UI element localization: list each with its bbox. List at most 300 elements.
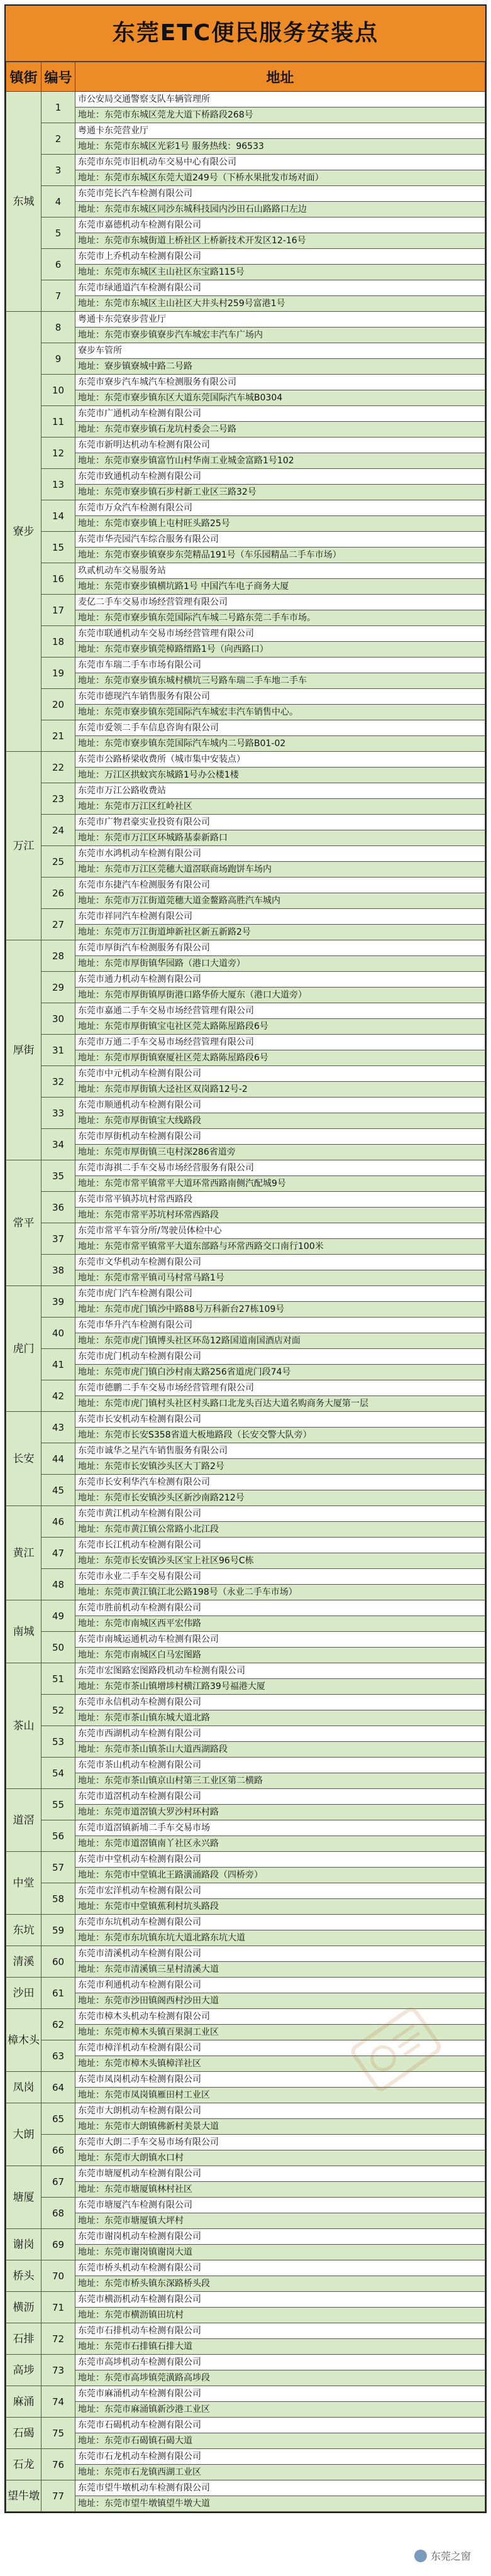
address-cell: 地址：东莞市大朗镇佛新村美景大道 [75,2119,485,2135]
address-cell: 东莞市海祺二手车交易市场经营服务有限公司 [75,1160,485,1176]
table-row [6,1632,485,1648]
table-row [6,1192,485,1208]
table-row [6,1129,485,1145]
table-row [6,830,485,846]
table-header-row [6,62,485,92]
table-row [6,2276,485,2292]
table-row [6,1475,485,1490]
number-cell: 16 [41,563,75,595]
table-row [6,375,485,390]
number-cell: 56 [41,1820,75,1852]
address-cell: 地址：东莞市中堂镇北王路潢涌路段（四桥旁） [75,1868,485,1883]
address-cell: 东莞市虎门汽车检测有限公司 [75,1286,485,1302]
brand-logo [408,2546,477,2565]
address-cell: 东莞市麻涌机动车检测有限公司 [75,2386,485,2402]
number-cell: 17 [41,595,75,626]
table-row [6,296,485,312]
table-row [6,438,485,453]
town-cell: 大朗 [6,2103,41,2166]
address-cell: 地址：东莞市厚街镇大迳社区双岗路12号-2 [75,1082,485,1098]
address-cell: 地址：东莞市寮步镇富竹山村华南工业城金富路1号102 [75,453,485,469]
table-row [6,453,485,469]
table-row [6,516,485,532]
table-row [6,2198,485,2213]
address-cell: 地址：东莞市东城区东莞大道249号（下桥水果批发市场对面） [75,170,485,186]
table-row [6,2150,485,2166]
table-row [6,893,485,909]
table-row [6,1679,485,1695]
table-row [6,1380,485,1396]
address-cell: 地址：东莞市寮步镇寮步东莞精品191号（车乐园精品二手车市场） [75,548,485,563]
number-cell: 73 [41,2355,75,2386]
number-cell: 47 [41,1538,75,1569]
table-row [6,280,485,296]
number-cell: 1 [41,92,75,123]
table-row [6,2166,485,2182]
table-row [6,705,485,720]
table-row [6,1412,485,1428]
table-row [6,548,485,563]
address-cell: 东莞市南城运通机动车检测有限公司 [75,1632,485,1648]
table-row [6,1019,485,1035]
address-cell: 地址：东莞市茶山镇增埗村横江路39号福港大厦 [75,1679,485,1695]
table-row [6,642,485,658]
table-row [6,1270,485,1286]
address-cell: 地址：东莞市寮步镇莞樟路缙路1号（向西路口） [75,642,485,658]
address-cell: 东莞市广通机动车检测有限公司 [75,406,485,422]
address-cell: 东莞市通力机动车检测有限公司 [75,972,485,988]
table-row [6,1820,485,1836]
number-cell: 32 [41,1066,75,1098]
town-cell: 东坑 [6,1915,41,1946]
address-cell: 东莞市水鸿机动车检测有限公司 [75,846,485,862]
table-row [6,139,485,155]
table-row [6,689,485,705]
number-cell: 38 [41,1255,75,1286]
table-row [6,579,485,595]
table-row [6,2386,485,2402]
address-cell: 地址：东莞市望牛墩镇望牛墩大道 [75,2496,485,2512]
number-cell: 67 [41,2166,75,2198]
town-cell: 中堂 [6,1852,41,1915]
address-cell: 地址：东莞市寮步镇上屯村旺头路25号 [75,516,485,532]
table-row [6,1695,485,1710]
table-row [6,815,485,830]
town-cell: 塘厦 [6,2166,41,2229]
table-row [6,406,485,422]
table-row [6,1663,485,1679]
table-row [6,1050,485,1066]
address-cell: 东莞市中元机动车检测有限公司 [75,1066,485,1082]
address-cell: 地址：东莞市万江街道坤新社区新五新路2号 [75,925,485,940]
address-cell: 地址：东莞市寮步镇东莞国际汽车城二号路东莞二手车市场。 [75,610,485,626]
table-row [6,1176,485,1192]
address-cell: 东莞市道滘镇新埔二手车交易市场 [75,1820,485,1836]
table-row [6,768,485,783]
number-cell: 68 [41,2198,75,2229]
address-cell: 东莞市塘厦机动车检测有限公司 [75,2166,485,2182]
town-cell: 凤岗 [6,2072,41,2103]
number-cell: 18 [41,626,75,658]
table-row [6,846,485,862]
address-cell: 地址：东莞市中堂镇蕉利村坑头路段 [75,1899,485,1915]
table-row [6,1899,485,1915]
table-row [6,485,485,500]
table-row [6,595,485,610]
table-row [6,1302,485,1318]
table-row [6,328,485,343]
header-number: 编号 [41,62,75,92]
table-row [6,422,485,438]
address-cell: 地址：东莞市东坑镇东坑大道北路东坑大道 [75,1930,485,1946]
address-cell: 东莞市塘厦汽车检测有限公司 [75,2198,485,2213]
address-cell: 东莞市中堂机动车检测有限公司 [75,1852,485,1868]
number-cell: 21 [41,720,75,752]
address-cell: 东莞市联通机动车交易市场经营管理有限公司 [75,626,485,642]
number-cell: 27 [41,909,75,940]
number-cell: 61 [41,1978,75,2009]
table-row [6,972,485,988]
table-row [6,1883,485,1899]
address-cell: 东莞市利通机动车检测有限公司 [75,1978,485,1993]
table-row [6,1239,485,1255]
address-cell: 地址：东莞市寮步镇石龙坑村委会二号路 [75,422,485,438]
number-cell: 52 [41,1695,75,1726]
table-row [6,170,485,186]
table-row [6,1145,485,1160]
address-cell: 地址：东莞市厚街镇厚街港口路华侨大厦东（港口大道旁） [75,988,485,1003]
table-row [6,500,485,516]
address-cell: 东莞市德现汽车销售服务有限公司 [75,689,485,705]
address-cell: 地址：东莞市长安S358省道大板地路段（长安交警大队旁） [75,1428,485,1443]
address-cell: 东莞市宏洋机动车检测有限公司 [75,1883,485,1899]
number-cell: 4 [41,186,75,217]
table-row [6,878,485,893]
number-cell: 69 [41,2229,75,2260]
table-row [6,2088,485,2103]
address-cell: 地址：东莞市常平苏坑村环常西路段 [75,1208,485,1223]
number-cell: 65 [41,2103,75,2135]
number-cell: 24 [41,815,75,846]
address-cell: 地址：东莞市东城区主山社区东宝路115号 [75,265,485,280]
address-cell: 东莞市樟木头机动车检测有限公司 [75,2009,485,2025]
header-town: 镇街 [6,62,41,92]
address-cell: 东莞市望牛墩机动车检测有限公司 [75,2480,485,2496]
table-row [6,2402,485,2418]
address-cell: 东莞市东莞市旧机动车交易中心有限公司 [75,155,485,170]
address-cell: 地址：东莞市常平镇常平大道环常西路南侧汽配城9号 [75,1176,485,1192]
table-row [6,312,485,328]
number-cell: 71 [41,2292,75,2323]
address-cell: 东莞市道滘机动车检测有限公司 [75,1789,485,1805]
address-cell: 东莞市常平车管分所/驾驶员体检中心 [75,1223,485,1239]
address-cell: 地址：东莞市茶山镇茶山大道西湖路段 [75,1742,485,1758]
address-cell: 东莞市致通机动车检测有限公司 [75,469,485,485]
table-row [6,799,485,815]
address-cell: 粤通卡东莞寮步营业厅 [75,312,485,328]
table-row [6,217,485,233]
address-cell: 地址：东莞市东城街道上桥社区上桥新技术开发区12-16号 [75,233,485,249]
number-cell: 3 [41,155,75,186]
number-cell: 45 [41,1475,75,1506]
table-row [6,658,485,673]
number-cell: 23 [41,783,75,815]
town-cell: 石龙 [6,2449,41,2480]
number-cell: 50 [41,1632,75,1663]
address-cell: 地址：东莞市沙田镇阁西村沙田大道 [75,1993,485,2009]
address-cell: 东莞市上乔机动车检测有限公司 [75,249,485,265]
address-cell: 东莞市嘉德机动车检测有限公司 [75,217,485,233]
address-cell: 地址：东莞市凤岗镇雁田村工业区 [75,2088,485,2103]
address-cell: 地址：东莞市寮步镇东城村横坑三号路车瑞二手车地二手车 [75,673,485,689]
table-row [6,2260,485,2276]
number-cell: 36 [41,1192,75,1223]
number-cell: 14 [41,500,75,532]
number-cell: 11 [41,406,75,438]
table-row [6,1946,485,1962]
number-cell: 49 [41,1600,75,1632]
address-cell: 东莞市万江公路收费站 [75,783,485,799]
address-cell: 地址：东莞市樟木头镇樟洋社区 [75,2056,485,2072]
town-cell: 沙田 [6,1978,41,2009]
address-cell: 东莞市横沥机动车检测有限公司 [75,2292,485,2308]
table-row [6,2119,485,2135]
number-cell: 48 [41,1569,75,1600]
number-cell: 33 [41,1098,75,1129]
address-cell: 东莞市谢岗机动车检测有限公司 [75,2229,485,2245]
address-cell: 地址：东莞市樟木头镇百果洞工业区 [75,2025,485,2040]
address-cell: 东莞市清溪机动车检测有限公司 [75,1946,485,1962]
town-cell: 桥头 [6,2260,41,2292]
table-row [6,469,485,485]
address-cell: 东莞市永信机动车检测有限公司 [75,1695,485,1710]
number-cell: 37 [41,1223,75,1255]
address-cell: 东莞市华壳园汽车综合服务有限公司 [75,532,485,548]
number-cell: 9 [41,343,75,375]
town-cell: 清溪 [6,1946,41,1978]
number-cell: 42 [41,1380,75,1412]
table-row [6,186,485,202]
table-row [6,1805,485,1820]
town-cell: 石碣 [6,2418,41,2449]
address-cell: 地址：东莞市长安镇沙头区宝上社区96号C栋 [75,1553,485,1569]
number-cell: 22 [41,752,75,783]
address-cell: 地址：东莞市东城区同沙东城科技园内沙田石山路路口左边 [75,202,485,217]
number-cell: 40 [41,1318,75,1349]
town-cell: 厚街 [6,940,41,1160]
address-cell: 地址：东莞市茶山镇东城大道北路 [75,1710,485,1726]
address-cell: 东莞市大朗二手车交易市场有限公司 [75,2135,485,2150]
address-cell: 地址：东莞市大朗镇水口村 [75,2150,485,2166]
number-cell: 75 [41,2418,75,2449]
address-cell: 东莞市长安机动车检测有限公司 [75,1412,485,1428]
address-cell: 东莞市莞长汽车检测有限公司 [75,186,485,202]
address-cell: 地址：东莞市长安镇沙头区大丁路2号 [75,1459,485,1475]
brand-logo-icon [414,2550,427,2562]
town-cell: 虎门 [6,1286,41,1412]
table-row [6,1333,485,1349]
address-cell: 地址：东莞市石排镇石排大道 [75,2339,485,2355]
table-row [6,2465,485,2480]
address-cell: 粤通卡东莞营业厅 [75,123,485,139]
table-row [6,1522,485,1538]
table-row [6,1789,485,1805]
number-cell: 63 [41,2040,75,2072]
table-row [6,1318,485,1333]
table-row [6,2135,485,2150]
table-row [6,1255,485,1270]
table-row [6,2323,485,2339]
address-cell: 东莞市石排机动车检测有限公司 [75,2323,485,2339]
address-cell: 地址：东莞市长安镇沙头区新沙南路212号 [75,1490,485,1506]
town-cell: 道滘 [6,1789,41,1852]
table-row [6,2370,485,2386]
number-cell: 6 [41,249,75,280]
address-cell: 东莞市西湖机动车检测有限公司 [75,1726,485,1742]
address-cell: 东莞市寮步汽车城汽车检测服务有限公司 [75,375,485,390]
number-cell: 30 [41,1003,75,1035]
address-cell: 地址：东莞市茶山镇京山村第三工业区第二横路 [75,1773,485,1789]
table-row [6,265,485,280]
brand-name: 东莞之窗 [430,2550,471,2562]
address-cell: 地址：东莞市寮步镇东区大道东莞国际汽车城B0304 [75,390,485,406]
table-row [6,1930,485,1946]
table-row [6,1616,485,1632]
table-row [6,92,485,107]
table-row [6,1585,485,1600]
address-cell: 地址：东莞市黄江镇公常路小北江段 [75,1522,485,1538]
table-row [6,925,485,940]
address-cell: 地址：东莞市寮步镇东莞国际汽车城内二号路B01-02 [75,736,485,752]
address-cell: 东莞市公路桥梁收费所（城市集中安装点） [75,752,485,768]
address-cell: 东莞市胜前机动车检测有限公司 [75,1600,485,1616]
address-cell: 地址：东莞市塘厦镇大坪村 [75,2213,485,2229]
address-cell: 东莞市厚街汽车检测服务有限公司 [75,940,485,956]
table-row [6,736,485,752]
address-cell: 麦亿二手车交易市场经营管理有限公司 [75,595,485,610]
table-row [6,1208,485,1223]
table-row [6,343,485,359]
address-cell: 地址：东莞市高埗镇莞潢路高埗段 [75,2370,485,2386]
table-body [6,92,485,2512]
table-row [6,1710,485,1726]
address-cell: 地址：东莞市常平镇司马村常马路1号 [75,1270,485,1286]
table-row [6,1396,485,1412]
address-cell: 东莞市茶山机动车检测有限公司 [75,1758,485,1773]
number-cell: 2 [41,123,75,155]
town-cell: 樟木头 [6,2009,41,2072]
number-cell: 39 [41,1286,75,1318]
number-cell: 26 [41,878,75,909]
table-row [6,2213,485,2229]
address-cell: 地址：寮步镇寮城中路二号路 [75,359,485,375]
address-cell: 地址：东莞市清溪镇三星村清溪大道 [75,1962,485,1978]
address-cell: 地址：东莞市虎门镇沙中路88号万科新台27栋109号 [75,1302,485,1318]
number-cell: 44 [41,1443,75,1475]
page-title: 东莞ETC便民服务安装点 [6,6,485,62]
table-row [6,1538,485,1553]
table-row [6,909,485,925]
header-address: 地址 [75,62,485,92]
table-row [6,1113,485,1129]
address-cell: 地址：万江区拱蚊宾东城路1号办公楼1楼 [75,768,485,783]
number-cell: 12 [41,438,75,469]
number-cell: 43 [41,1412,75,1443]
number-cell: 54 [41,1758,75,1789]
table-row [6,2292,485,2308]
address-cell: 东莞市新明达机动车检测有限公司 [75,438,485,453]
address-cell: 地址：东莞市万江区红岭社区 [75,799,485,815]
address-cell: 东莞市厚街机动车检测有限公司 [75,1129,485,1145]
table-row [6,1600,485,1616]
table-row [6,1648,485,1663]
address-cell: 寮步车管所 [75,343,485,359]
number-cell: 76 [41,2449,75,2480]
address-cell: 地址：东莞市石碣镇石碣大道 [75,2433,485,2449]
table-row [6,1349,485,1365]
number-cell: 13 [41,469,75,500]
table-row [6,1003,485,1019]
address-cell: 地址：东莞市万江区环城路基泰新路口 [75,830,485,846]
number-cell: 7 [41,280,75,312]
address-cell: 地址：东莞市塘厦镇林村社区 [75,2182,485,2198]
table-row [6,2182,485,2198]
address-cell: 东莞市文华机动车检测有限公司 [75,1255,485,1270]
address-cell: 地址：东莞市东城区光彩1号 服务热线：96533 [75,139,485,155]
table-row [6,2433,485,2449]
table-row [6,1758,485,1773]
address-cell: 东莞市桥头机动车检测有限公司 [75,2260,485,2276]
number-cell: 15 [41,532,75,563]
table-row [6,1365,485,1380]
number-cell: 5 [41,217,75,249]
table-row [6,2418,485,2433]
address-cell: 东莞市华升汽车检测有限公司 [75,1318,485,1333]
table-row [6,2480,485,2496]
number-cell: 74 [41,2386,75,2418]
address-cell: 东莞市高埗机动车检测有限公司 [75,2355,485,2370]
number-cell: 59 [41,1915,75,1946]
number-cell: 53 [41,1726,75,1758]
table-row [6,988,485,1003]
table-row [6,1286,485,1302]
number-cell: 57 [41,1852,75,1883]
table-row [6,1868,485,1883]
table-row [6,783,485,799]
table-row [6,940,485,956]
number-cell: 10 [41,375,75,406]
table-row [6,673,485,689]
address-cell: 市公安局交通警察支队车辆管理所 [75,92,485,107]
number-cell: 28 [41,940,75,972]
table-row [6,1852,485,1868]
table-row [6,1082,485,1098]
number-cell: 25 [41,846,75,878]
town-cell: 黄江 [6,1506,41,1600]
number-cell: 34 [41,1129,75,1160]
town-cell: 望牛墩 [6,2480,41,2512]
address-cell: 东莞市东捷汽车检测服务有限公司 [75,878,485,893]
town-cell: 南城 [6,1600,41,1663]
address-cell: 东莞市常平镇苏坑村常西路段 [75,1192,485,1208]
table-row [6,123,485,139]
number-cell: 77 [41,2480,75,2512]
table-row [6,1160,485,1176]
address-cell: 东莞市虎门机动车检测有限公司 [75,1349,485,1365]
table-row [6,249,485,265]
address-cell: 东莞市大朗机动车检测有限公司 [75,2103,485,2119]
address-cell: 东莞市石龙机动车检测有限公司 [75,2449,485,2465]
